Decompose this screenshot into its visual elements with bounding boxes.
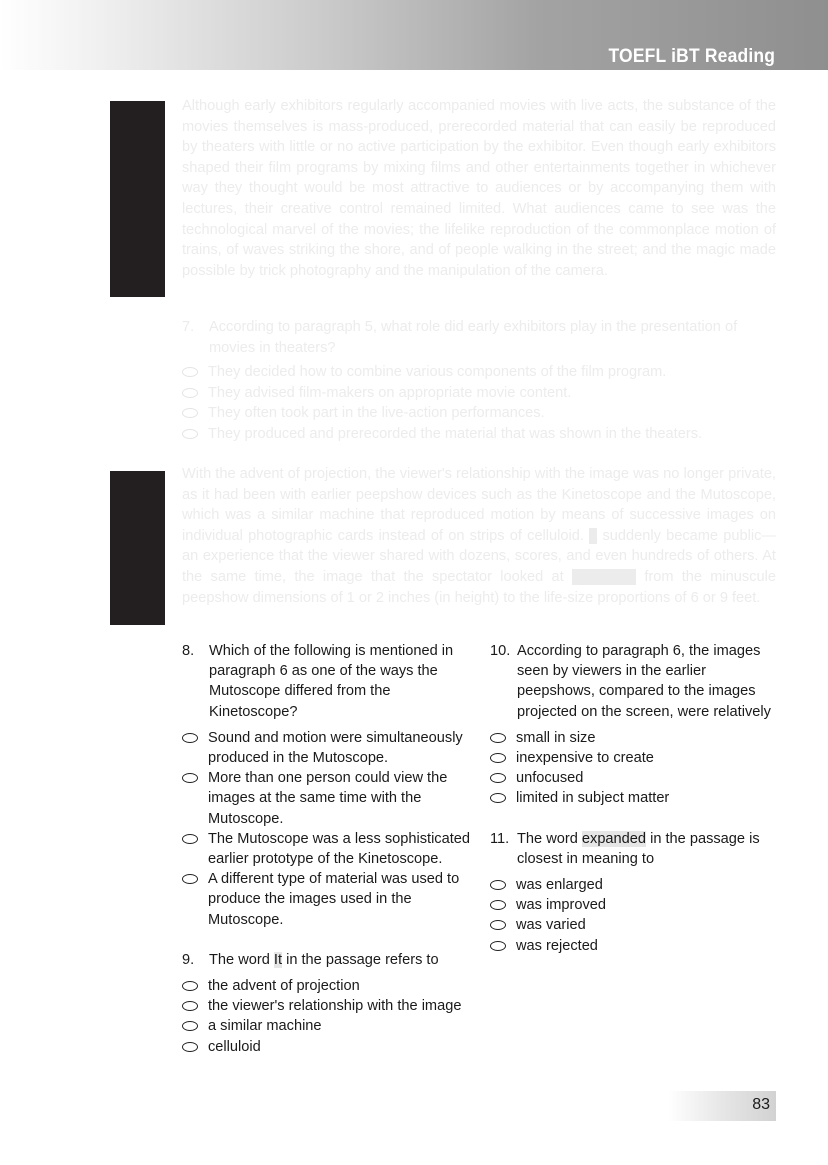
paragraph-6-marker — [110, 471, 165, 625]
question-7-option[interactable]: They produced and prerecorded the material that was shown in the theaters. — [182, 424, 776, 445]
radio-icon[interactable] — [490, 920, 506, 930]
radio-icon[interactable] — [490, 900, 506, 910]
question-8-option[interactable]: The Mutoscope was a less sophisticated earlier prototype of the Kinetoscope. — [182, 829, 474, 869]
right-question-column — [490, 641, 778, 956]
question-8-text: Which of the following is mentioned in paragraph 6 as one of the ways the Mutoscope differed from the Kinetoscope? — [209, 643, 454, 720]
paragraph-5-text: Although early exhibitors regularly accompanied movies with live acts, the substance of the movies themselves is mass-produced, prerecorded material that can easily be reproduced by theaters with little or no active participation by the exhibitor. Even though early exhibitors shaped their film programs by mixing films and other entertainments together in whichever way they thought would be most attractive to audiences or by accompanying them with lectures, their creative control remained limited. What audiences came to see was the technological marvel of the movies; the lifelike reproduction of the commonplace motion of trains, of waves striking the shore, and of people walking in the street; and the magic made possible by trick photography and the manipulation of the camera. — [182, 98, 776, 279]
question-9-option[interactable]: the viewer's relationship with the image — [182, 996, 474, 1016]
question-8-option[interactable]: A different type of material was used to produce the images used in the Mutoscope. — [182, 869, 474, 930]
left-question-column — [182, 641, 474, 1057]
radio-icon[interactable] — [182, 429, 198, 439]
question-7 — [182, 317, 776, 445]
highlighted-word-expanded: expanded — [571, 568, 637, 585]
page-number: 83 — [752, 1096, 770, 1113]
radio-icon[interactable] — [182, 874, 198, 884]
question-7-stem — [182, 317, 776, 358]
question-10 — [490, 641, 778, 809]
radio-icon[interactable] — [182, 981, 198, 991]
highlighted-word-it: It — [589, 527, 598, 544]
radio-icon[interactable] — [182, 388, 198, 398]
question-10-text: According to paragraph 6, the images seen by viewers in the earlier peepshows, compared to the images projected on the screen, were relatively — [517, 643, 771, 720]
paragraph-6-text-middle: suddenly became public—an experience that the viewer shared with dozens, scores, and even hundreds of others. At the same time, the image that the spectator looked at — [182, 527, 776, 585]
paragraph-6 — [182, 464, 776, 608]
radio-icon[interactable] — [182, 1021, 198, 1031]
radio-icon[interactable] — [490, 733, 506, 743]
radio-icon[interactable] — [490, 793, 506, 803]
question-10-option[interactable]: inexpensive to create — [490, 748, 778, 768]
radio-icon[interactable] — [182, 733, 198, 743]
radio-icon[interactable] — [182, 834, 198, 844]
question-10-option[interactable]: limited in subject matter — [490, 788, 778, 808]
question-10-number: 10. — [490, 643, 511, 659]
radio-icon[interactable] — [490, 773, 506, 783]
question-7-option[interactable]: They often took part in the live-action performances. — [182, 403, 776, 424]
question-9-option[interactable]: a similar machine — [182, 1016, 474, 1036]
question-9-number: 9. — [182, 951, 195, 968]
question-11-number: 11. — [490, 830, 510, 847]
question-11-highlighted-word: expanded — [581, 830, 647, 847]
paragraph-6-text-before: With the advent of projection, the viewer's relationship with the image was no longer private, as it had been with earlier peepshow devices such as the Kinetoscope and the Mutoscope, which was a similar machine that reproduced motion by means of successive images on individual photographic cards instead of on strips of celluloid. — [182, 466, 776, 544]
question-7-text: According to paragraph 5, what role did early exhibitors play in the presentation of movies in theaters? — [209, 319, 738, 356]
question-9-option[interactable]: celluloid — [182, 1037, 474, 1057]
question-9-highlighted-word: It — [273, 951, 283, 968]
radio-icon[interactable] — [182, 773, 198, 783]
question-8-option[interactable]: More than one person could view the images at the same time with the Mutoscope. — [182, 768, 474, 829]
question-10-option[interactable]: unfocused — [490, 768, 778, 788]
question-7-number: 7. — [182, 319, 195, 335]
question-9: 9. The word It in the passage refers to the advent of projection the viewer's relationship with the image a similar machine celluloid — [182, 950, 474, 1057]
radio-icon[interactable] — [182, 1001, 198, 1011]
question-11-option[interactable]: was varied — [490, 915, 778, 935]
question-8-option[interactable]: Sound and motion were simultaneously produced in the Mutoscope. — [182, 728, 474, 768]
question-8 — [182, 641, 474, 930]
question-10-option[interactable]: small in size — [490, 728, 778, 748]
question-11-option[interactable]: was rejected — [490, 936, 778, 956]
question-11-option[interactable]: was enlarged — [490, 875, 778, 895]
radio-icon[interactable] — [490, 753, 506, 763]
question-7-option[interactable]: They decided how to combine various components of the film program. — [182, 362, 776, 383]
radio-icon[interactable] — [490, 941, 506, 951]
radio-icon[interactable] — [182, 367, 198, 377]
question-11-option[interactable]: was improved — [490, 895, 778, 915]
radio-icon[interactable] — [490, 880, 506, 890]
paragraph-6-text-after: from the minuscule peepshow dimensions of 1 or 2 inches (in height) to the life-size proportions of 6 or 9 feet. — [182, 568, 776, 606]
radio-icon[interactable] — [182, 1042, 198, 1052]
paragraph-5 — [182, 96, 776, 281]
header-title: TOEFL iBT Reading — [608, 46, 775, 67]
question-9-option[interactable]: the advent of projection — [182, 976, 474, 996]
question-7-option[interactable]: They advised film-makers on appropriate movie content. — [182, 383, 776, 404]
radio-icon[interactable] — [182, 408, 198, 418]
question-11: 11. The word expanded in the passage is closest in meaning to was enlarged was improved was varied was rejected — [490, 829, 778, 956]
paragraph-5-marker — [110, 101, 165, 297]
question-8-number: 8. — [182, 643, 195, 659]
